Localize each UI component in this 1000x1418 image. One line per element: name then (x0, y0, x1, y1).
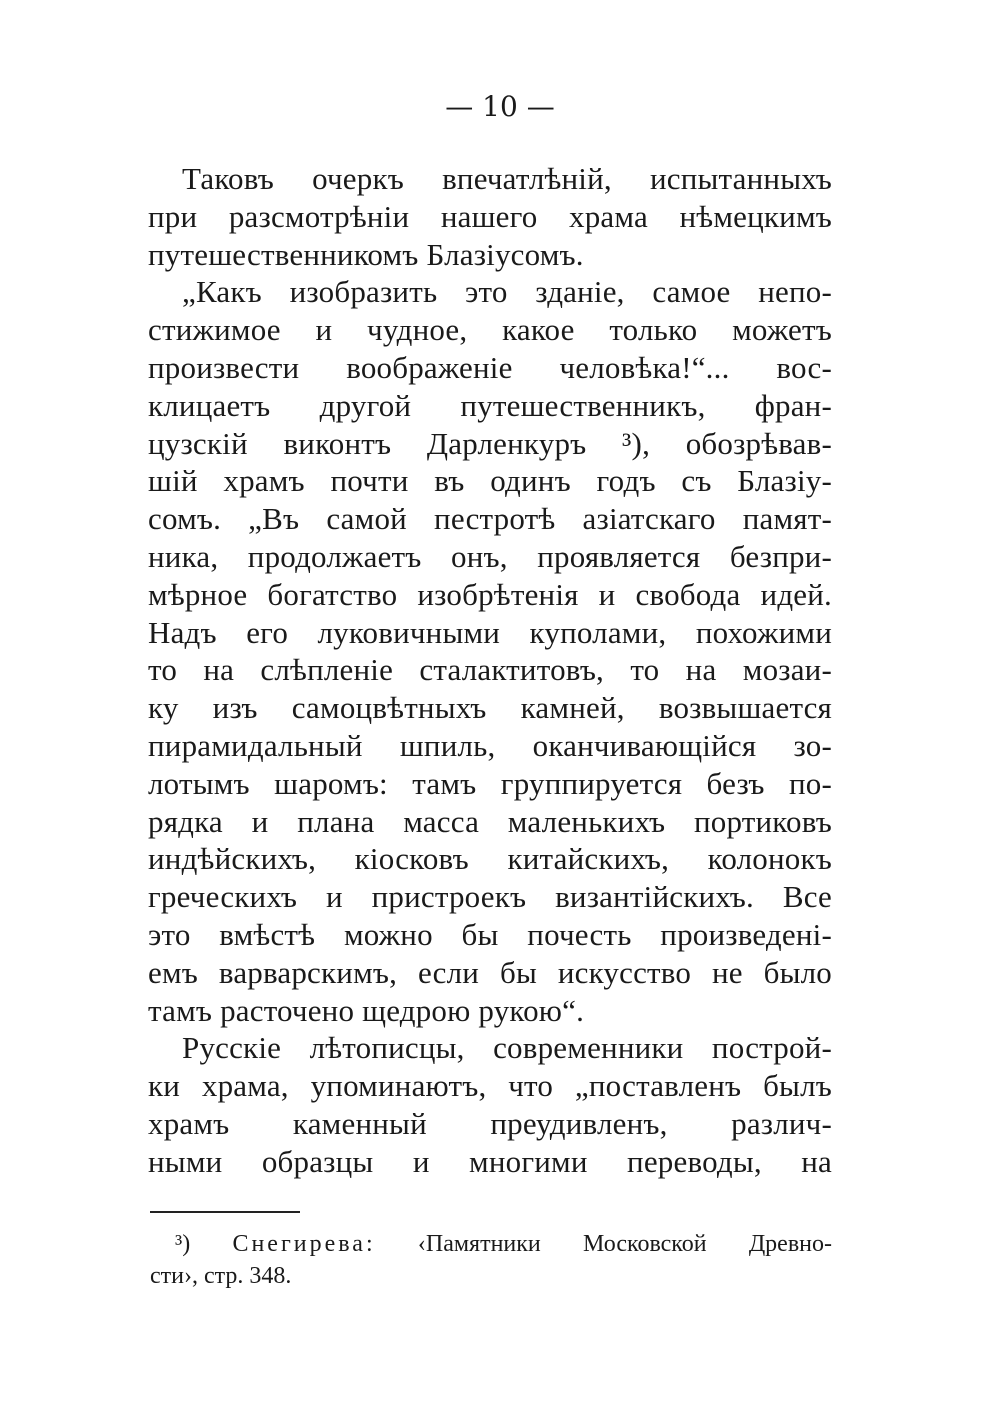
text-line: Русскіе лѣтописцы, современники построй- (182, 1030, 832, 1066)
text-line: цузскій виконтъ Дарленкуръ ³), обозрѣвав- (148, 425, 832, 461)
text-line: емъ варварскимъ, если бы искусство не было (148, 954, 832, 990)
footnote-line-2: сти›, стр. 348. (150, 1263, 292, 1289)
text-line: Таковъ очеркъ впечатлѣній, испытанныхъ (182, 161, 832, 196)
footnote-line-1 (175, 1228, 832, 1260)
footnote (150, 1228, 833, 1292)
text-line: путешественникомъ Блазіусомъ. (148, 236, 584, 272)
text-line: „Какъ изобразить это зданіе, самое непо- (182, 274, 832, 310)
text-line: индѣйскихъ, кіосковъ китайскихъ, колонокъ (148, 841, 832, 877)
text-line: при разсмотрѣніи нашего храма нѣмецкимъ (148, 198, 832, 234)
text-line: стижимое и чудное, какое только можетъ (148, 312, 832, 348)
footnote-title: ‹Памятники Московской Древно- (417, 1231, 833, 1257)
text-line: это вмѣстѣ можно бы почесть произведені- (148, 916, 832, 952)
text-line: тамъ расточено щедрою рукою“. (148, 992, 585, 1028)
text-line: шій храмъ почти въ одинъ годъ съ Блазіу- (148, 463, 832, 499)
text-line: лотымъ шаромъ: тамъ группируется безъ по- (148, 765, 832, 801)
text-line: Надъ его луковичными куполами, похожими (148, 614, 832, 650)
text-line: рядка и плана масса маленькихъ портиковъ (148, 803, 832, 839)
footnote-divider (150, 1211, 300, 1213)
footnote-author: Снегирева: (232, 1231, 376, 1257)
page-number: — 10 — (445, 90, 555, 123)
text-line: то на слѣпленіе сталактитовъ, то на мозаи- (148, 652, 832, 688)
text-line: сомъ. „Въ самой пестротѣ азіатскаго памят- (148, 501, 832, 537)
text-line: ку изъ самоцвѣтныхъ камней, возвышается (148, 690, 832, 726)
text-line: произвести воображеніе человѣка!“... вос- (148, 349, 832, 385)
footnote-marker: ³) (175, 1231, 191, 1257)
text-line: греческихъ и пристроекъ византійскихъ. Все (148, 879, 832, 915)
text-line: ника, продолжаетъ онъ, проявляется безпри- (148, 538, 832, 574)
text-line: храмъ каменный преудивленъ, различ- (148, 1105, 832, 1141)
body-text (148, 160, 832, 1181)
text-line: мѣрное богатство изобрѣтенія и свобода идей. (148, 576, 832, 612)
text-line: пирамидальный шпиль, оканчивающійся зо- (148, 727, 832, 763)
text-line: ными образцы и многими переводы, на (148, 1143, 832, 1179)
text-line: клицаетъ другой путешественникъ, фран- (148, 387, 832, 423)
text-line: ки храма, упоминаютъ, что „поставленъ былъ (148, 1068, 832, 1104)
